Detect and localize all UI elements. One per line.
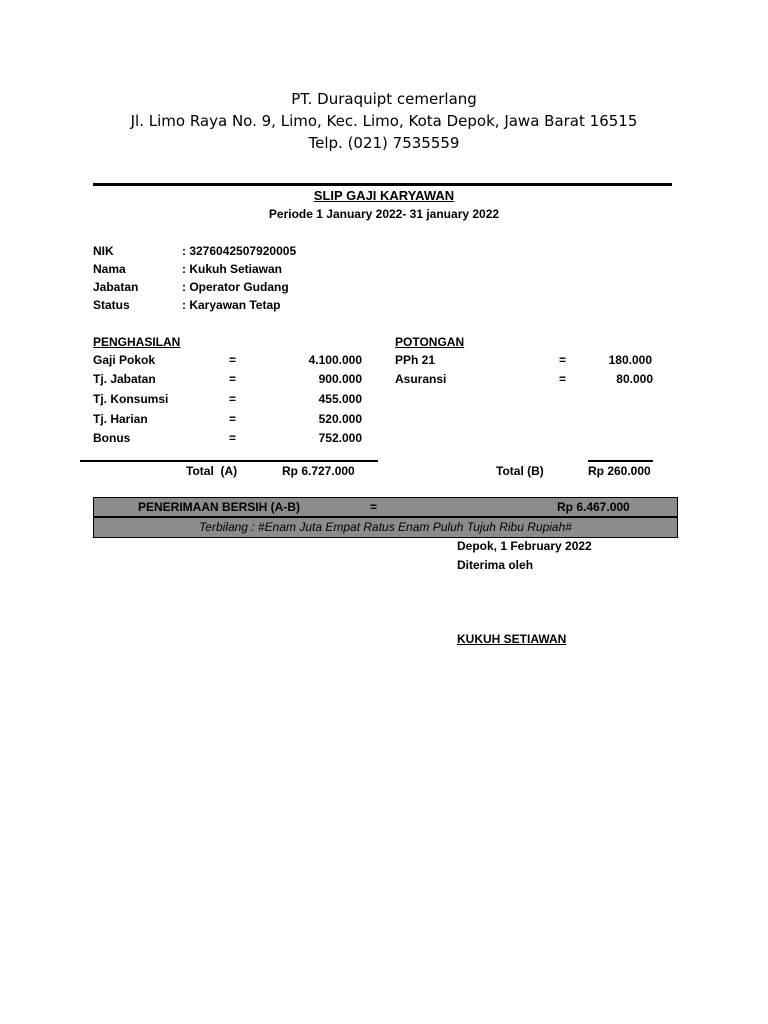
employee-label-nik: NIK <box>93 244 114 258</box>
slip-period: Periode 1 January 2022- 31 january 2022 <box>268 207 500 221</box>
deduction-amount: 80.000 <box>616 372 653 386</box>
employee-label-name: Nama <box>93 262 126 276</box>
deduction-equals: = <box>559 353 567 367</box>
deductions-total-label: Total (B) <box>496 464 544 478</box>
income-label: Tj. Konsumsi <box>93 392 169 406</box>
net-pay-value: Rp 6.467.000 <box>557 500 630 514</box>
income-equals: = <box>229 372 237 386</box>
deduction-label: PPh 21 <box>395 353 436 367</box>
company-name: PT. Duraquipt cemerlang <box>291 90 477 108</box>
income-total-value: Rp 6.727.000 <box>282 464 355 478</box>
income-equals: = <box>229 392 237 406</box>
deductions-total-value: Rp 260.000 <box>588 464 651 478</box>
income-equals: = <box>229 431 237 445</box>
net-pay-equals: = <box>370 500 378 514</box>
deduction-label: Asuransi <box>395 372 447 386</box>
income-label: Gaji Pokok <box>93 353 156 367</box>
employee-label-status: Status <box>93 298 130 312</box>
company-address: Jl. Limo Raya No. 9, Limo, Kec. Limo, Kota Depok, Jawa Barat 16515 <box>130 112 638 130</box>
income-label: Bonus <box>93 431 131 445</box>
income-equals: = <box>229 353 237 367</box>
deductions-total-divider <box>588 460 653 462</box>
income-amount: 752.000 <box>318 431 362 445</box>
income-amount: 520.000 <box>318 412 362 426</box>
income-amount: 900.000 <box>318 372 362 386</box>
employee-value-nik: : 3276042507920005 <box>182 244 297 258</box>
income-label: Tj. Jabatan <box>93 372 156 386</box>
deduction-amount: 180.000 <box>608 353 652 367</box>
net-pay-label: PENERIMAAN BERSIH (A-B) <box>138 500 300 514</box>
income-heading: PENGHASILAN <box>93 335 181 349</box>
company-phone: Telp. (021) 7535559 <box>308 134 460 152</box>
income-equals: = <box>229 412 237 426</box>
header-divider <box>93 183 672 186</box>
income-total-label: Total (A) <box>186 464 238 478</box>
employee-label-position: Jabatan <box>93 280 139 294</box>
employee-value-position: : Operator Gudang <box>182 280 289 294</box>
employee-value-status: : Karyawan Tetap <box>182 298 281 312</box>
income-label: Tj. Harian <box>93 412 148 426</box>
income-amount: 455.000 <box>318 392 362 406</box>
deduction-equals: = <box>559 372 567 386</box>
income-total-divider <box>80 460 378 462</box>
signature-place-date: Depok, 1 February 2022 <box>457 539 592 553</box>
signature-name: KUKUH SETIAWAN <box>457 632 567 646</box>
employee-value-name: : Kukuh Setiawan <box>182 262 283 276</box>
deductions-heading: POTONGAN <box>395 335 465 349</box>
amount-in-words: Terbilang : #Enam Juta Empat Ratus Enam Puluh Tujuh Ribu Rupiah# <box>93 517 678 538</box>
signature-received-by: Diterima oleh <box>457 558 534 572</box>
slip-title: SLIP GAJI KARYAWAN <box>313 188 455 203</box>
income-amount: 4.100.000 <box>308 353 362 367</box>
